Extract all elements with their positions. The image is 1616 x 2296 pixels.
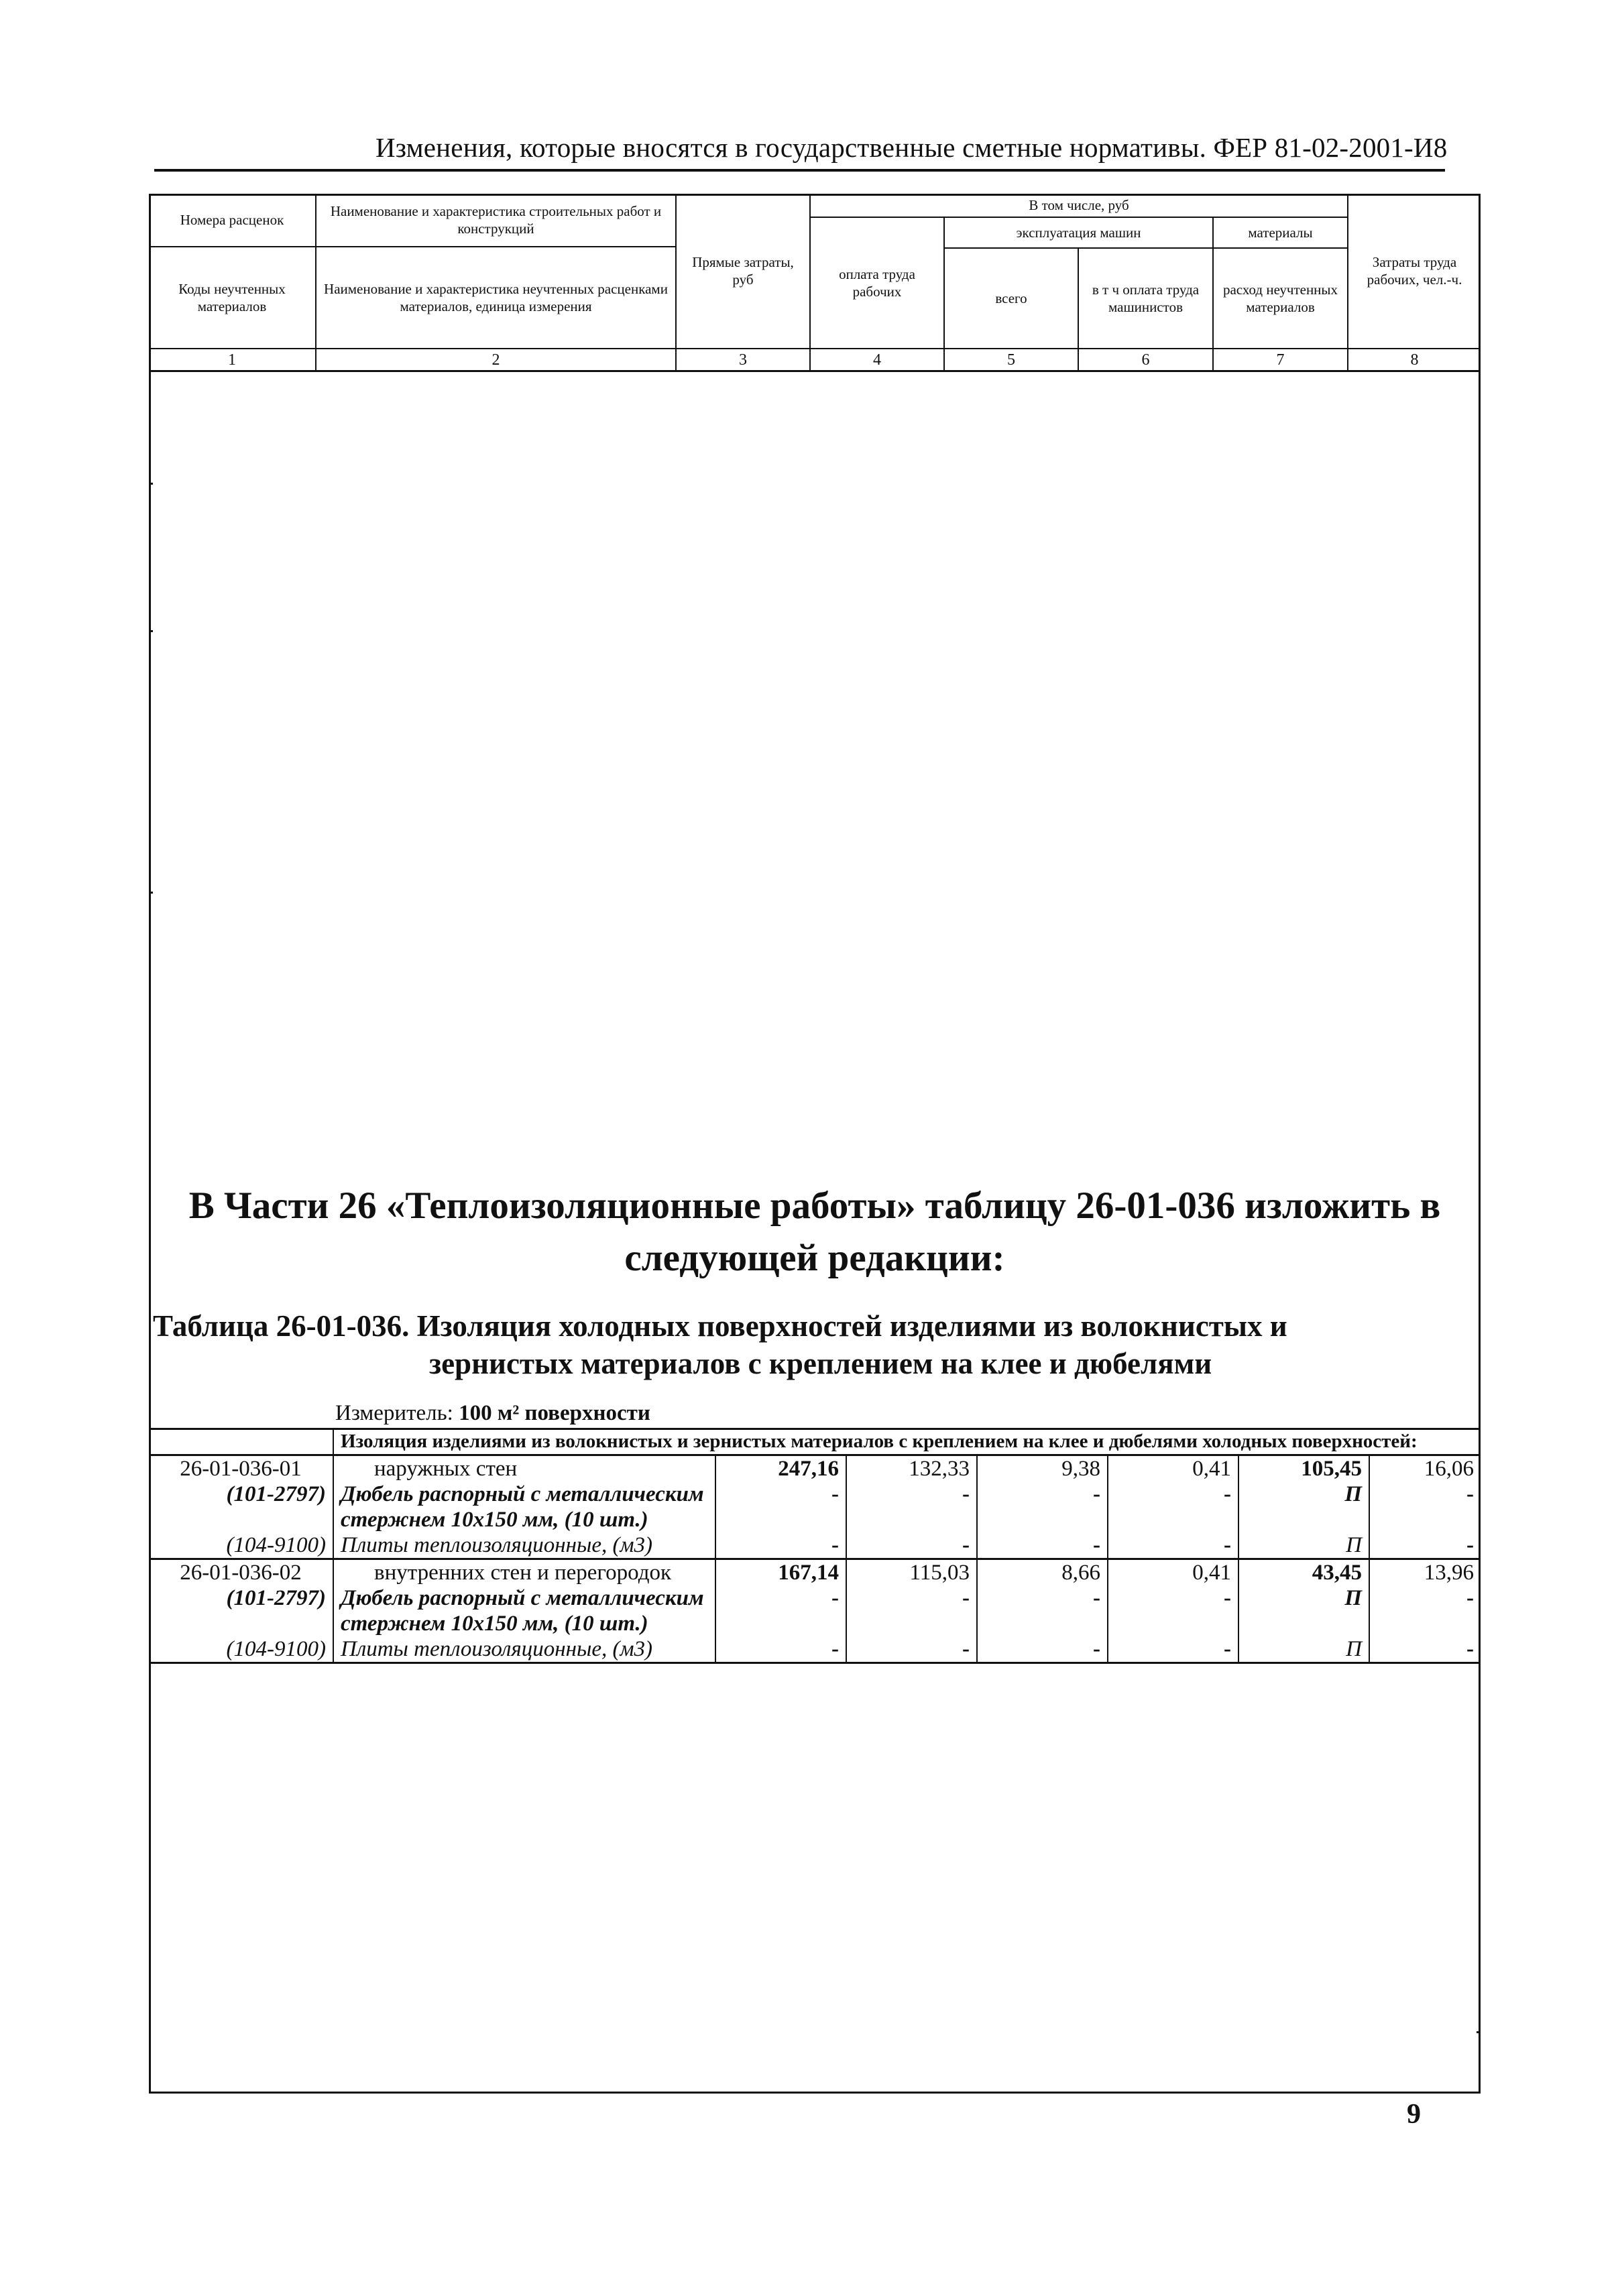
material-c3: -: [715, 1482, 846, 1532]
machines-total: 9,38: [977, 1455, 1108, 1482]
col-number-6: 6: [1079, 349, 1214, 372]
material-c4: -: [846, 1585, 977, 1636]
material-row: [149, 1585, 1481, 1636]
material-c6: -: [1108, 1482, 1238, 1532]
material-c5: -: [977, 1532, 1108, 1559]
material-c3: -: [715, 1532, 846, 1559]
direct-costs: 247,16: [715, 1455, 846, 1482]
rate-name: внутренних стен и перегородок: [333, 1559, 715, 1586]
rate-code: 26-01-036-02: [149, 1559, 333, 1586]
material-name: Плиты теплоизоляционные, (м3): [333, 1636, 715, 1663]
margin-tick: [149, 892, 153, 894]
material-code: (104-9100): [149, 1636, 333, 1663]
direct-costs: 167,14: [715, 1559, 846, 1586]
material-c5: -: [977, 1636, 1108, 1663]
running-header: Изменения, которые вносятся в государственные сметные нормативы. ФЕР 81-02-2001-И8: [376, 132, 1448, 163]
col1-bottom: [149, 247, 316, 349]
table-title-line1: Таблица 26-01-036. Изоляция холодных поверхностей изделиями из волокнистых и: [153, 1309, 1287, 1343]
labor-hours: 16,06: [1369, 1455, 1481, 1482]
machines-label: эксплуатация машин: [1016, 224, 1141, 241]
col8-label: Затраты труда рабочих, чел.-ч.: [1367, 253, 1462, 288]
material-c7: П: [1238, 1636, 1369, 1663]
rates-table: [149, 1429, 1481, 1664]
col1-bottom-label: Коды неучтенных материалов: [178, 280, 286, 314]
page-number: 9: [1407, 2099, 1421, 2130]
material-c7: П: [1238, 1482, 1369, 1532]
group-title: Изоляция изделиями из волокнистых и зернистых материалов с креплением на клее и дюбелями холодных поверхностей:: [333, 1429, 1481, 1455]
machines-total: 8,66: [977, 1559, 1108, 1586]
materials-cost: 43,45: [1238, 1559, 1369, 1586]
col2-bottom: [316, 247, 677, 349]
col-number-3: 3: [677, 349, 811, 372]
col2-top: [316, 194, 677, 247]
group-label: В том числе, руб: [1029, 196, 1129, 213]
material-name: Дюбель распорный с металлическим стержнем 10х150 мм, (10 шт.): [333, 1585, 715, 1636]
margin-tick: [1477, 2031, 1481, 2033]
material-row: [149, 1636, 1481, 1663]
labor-pay: 132,33: [846, 1455, 977, 1482]
machinist-pay: 0,41: [1108, 1559, 1238, 1586]
table-title-line2: зернистых материалов с креплением на клее и дюбелями: [429, 1347, 1212, 1380]
col7-header: [1214, 249, 1348, 349]
col-number-1: 1: [149, 349, 316, 372]
col4-header: [811, 218, 945, 349]
group-header: [811, 194, 1348, 218]
col4-label: оплата труда рабочих: [839, 265, 915, 300]
rate-code: 26-01-036-01: [149, 1455, 333, 1482]
table-title: [153, 1307, 1467, 1382]
group-title-code-cell: [149, 1429, 333, 1455]
material-code: (101-2797): [149, 1482, 333, 1532]
materials-label: материалы: [1248, 224, 1313, 241]
measure-label: [335, 1401, 650, 1426]
group-title-row: [149, 1429, 1481, 1455]
material-c4: -: [846, 1636, 977, 1663]
materials-header: [1214, 218, 1348, 249]
material-code: (101-2797): [149, 1585, 333, 1636]
material-c6: -: [1108, 1585, 1238, 1636]
col3-header: [677, 194, 811, 349]
material-name: Плиты теплоизоляционные, (м3): [333, 1532, 715, 1559]
col5-label: всего: [995, 290, 1027, 306]
material-c7: П: [1238, 1585, 1369, 1636]
measure-prefix: Измеритель:: [335, 1401, 453, 1425]
material-c4: -: [846, 1532, 977, 1559]
labor-pay: 115,03: [846, 1559, 977, 1586]
material-row: [149, 1532, 1481, 1559]
material-c3: -: [715, 1585, 846, 1636]
col3-label: Прямые затраты, руб: [692, 253, 794, 288]
col6-header: [1079, 249, 1214, 349]
measure-value: 100 м² поверхности: [459, 1401, 650, 1425]
col-number-5: 5: [945, 349, 1079, 372]
material-code: (104-9100): [149, 1532, 333, 1559]
header-rule: [154, 169, 1445, 172]
material-c6: -: [1108, 1636, 1238, 1663]
col6-label: в т ч оплата труда машинистов: [1092, 281, 1200, 315]
page-frame: [149, 194, 1481, 2094]
col-number-2: 2: [316, 349, 677, 372]
col-number-4: 4: [811, 349, 945, 372]
material-c4: -: [846, 1482, 977, 1532]
col2-bottom-label: Наименование и характеристика неучтенных расценками материалов, единица измерения: [324, 280, 668, 314]
col8-header: [1348, 194, 1481, 349]
col5-header: [945, 249, 1079, 349]
material-c5: -: [977, 1585, 1108, 1636]
material-c3: -: [715, 1636, 846, 1663]
margin-tick: [149, 483, 153, 485]
rate-name: наружных стен: [333, 1455, 715, 1482]
material-c8: -: [1369, 1532, 1481, 1559]
table-row: [149, 1455, 1481, 1482]
material-c5: -: [977, 1482, 1108, 1532]
material-c7: П: [1238, 1532, 1369, 1559]
machines-header: [945, 218, 1214, 249]
col2-top-label: Наименование и характеристика строительных работ и конструкций: [330, 202, 662, 237]
column-header: [149, 194, 1481, 373]
col-number-7: 7: [1214, 349, 1348, 372]
material-row: [149, 1482, 1481, 1532]
col1-top: [149, 194, 316, 247]
margin-tick: [149, 630, 153, 632]
col7-label: расход неучтенных материалов: [1222, 281, 1338, 315]
material-c8: -: [1369, 1636, 1481, 1663]
part-heading: В Части 26 «Теплоизоляционные работы» таблицу 26-01-036 изложить в следующей редакции:: [188, 1185, 1441, 1279]
material-c8: -: [1369, 1585, 1481, 1636]
labor-hours: 13,96: [1369, 1559, 1481, 1586]
col-number-8: 8: [1348, 349, 1481, 372]
material-c8: -: [1369, 1482, 1481, 1532]
table-row: [149, 1559, 1481, 1586]
col1-top-label: Номера расценок: [180, 211, 284, 228]
material-name: Дюбель распорный с металлическим стержнем 10х150 мм, (10 шт.): [333, 1482, 715, 1532]
materials-cost: 105,45: [1238, 1455, 1369, 1482]
material-c6: -: [1108, 1532, 1238, 1559]
machinist-pay: 0,41: [1108, 1455, 1238, 1482]
